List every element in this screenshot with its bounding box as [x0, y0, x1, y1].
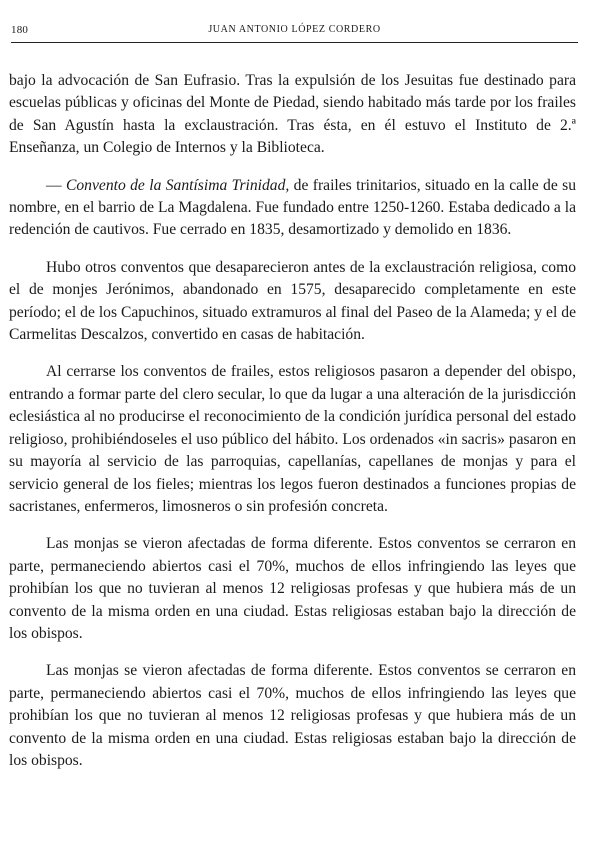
paragraph-text: de frailes trinitarios, situado en la calle de su nombre, en el barrio de La Magdalena. Fue fundado entre 1250-1260. Estaba dedicado a la redención de cautivos. Fue cerrado en 1835, desamortizado y demolido en 1836.: [9, 176, 576, 239]
running-head: JUAN ANTONIO LÓPEZ CORDERO: [208, 24, 381, 35]
paragraph: Las monjas se vieron afectadas de forma diferente. Estos conventos se cerraron en parte, permaneciendo abiertos casi el 70%, muchos de ellos infringiendo las leyes que prohibían los que no tuvieran al menos 12 religiosas profesas y que hubiera más de un convento de la misma orden en una ciudad. Estas religiosas estaban bajo la dirección de los obispos.: [9, 535, 576, 642]
paragraph: Al cerrarse los conventos de frailes, estos religiosos pasaron a depender del obispo, entrando a formar parte del clero secular, lo que da lugar a una alteración de la jurisdicción eclesiástica al no producirse el reconocimiento de la condición jurídica personal del estado religioso, prohibiéndoseles el uso público del hábito. Los ordenados «in sacris» pasaron en su mayoría al servicio de las parroquias, capellanías, capellanes de monjas y para el servicio general de los fieles; mientras los legos fueron destinados a funciones propias de sacristanes, enfermeros, limosneros o sin profesión concreta.: [9, 363, 576, 515]
body-text: [9, 70, 576, 787]
page-header: [11, 22, 578, 43]
paragraph: Hubo otros conventos que desaparecieron antes de la exclaustración religiosa, como el de monjes Jerónimos, abandonado en 1575, desaparecido completamente en este período; el de los Capuchinos, situado extramuros al final del Paseo de la Alameda; y el de Carmelitas Descalzos, convertido en casas de habitación.: [9, 258, 576, 344]
page-number: 180: [11, 24, 29, 36]
paragraph: [9, 175, 576, 242]
paragraph-dash: —: [46, 176, 66, 194]
paragraph: bajo la advocación de San Eufrasio. Tras la expulsión de los Jesuitas fue destinado para escuelas públicas y oficinas del Monte de Piedad, siendo habitado más tarde por los frailes de San Agustín hasta la exclaustración. Tras ésta, en él estuvo el Instituto de 2.ª Enseñanza, un Colegio de Internos y la Biblioteca.: [9, 72, 576, 157]
convent-title: Convento de la Santísima Trinidad,: [65, 176, 290, 194]
paragraph: Las monjas se vieron afectadas de forma diferente. Estos conventos se cerraron en parte, permaneciendo abiertos casi el 70%, muchos de ellos infringiendo las leyes que prohibían los que no tuvieran al menos 12 religiosas profesas y que hubiera más de un convento de la misma orden en una ciudad. Estas religiosas estaban bajo la dirección de los obispos.: [9, 662, 576, 769]
